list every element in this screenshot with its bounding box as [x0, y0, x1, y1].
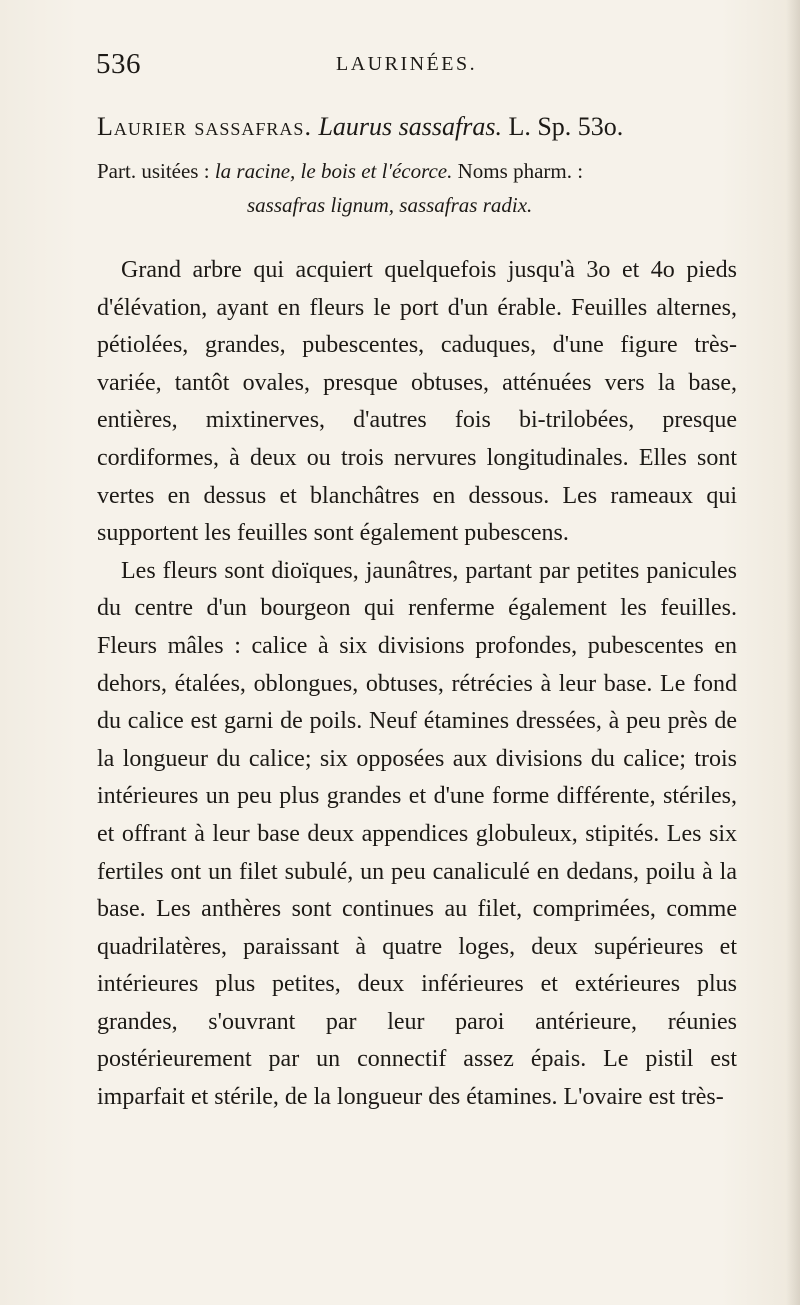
parts-used-block: [97, 154, 737, 222]
parts-label: Part. usitées :: [97, 159, 210, 183]
body-text: [97, 252, 737, 1117]
page-number: 536: [96, 48, 141, 80]
pharm-label: Noms pharm. :: [457, 159, 584, 183]
parts-line: [97, 154, 737, 188]
latin-name: Laurus sassafras.: [318, 112, 502, 141]
running-title: LAURINÉES.: [336, 53, 478, 75]
running-head: [96, 48, 736, 88]
common-name: Laurier sassafras.: [97, 112, 312, 141]
entry-heading: [97, 112, 757, 142]
paragraph-description: Grand arbre qui acquiert quelquefois jusqu'à 3o et 4o pieds d'élévation, ayant en fleurs le port d'un érable. Feuilles alternes, pétiolées, grandes, pubescentes, caduques, d'une figure très-variée, tantôt ovales, presque obtuses, atténuées vers la base, entières, mixtinerves, d'autres fois bi-trilobées, presque cordiformes, à deux ou trois nervures longitudinales. Elles sont vertes en dessus et blanchâtres en dessous. Les rameaux qui supportent les feuilles sont également pubescens.: [97, 257, 737, 547]
pharm-names: sassafras lignum, sassafras radix.: [247, 193, 533, 217]
reference: L. Sp. 53o.: [508, 112, 624, 141]
parts-used: la racine, le bois et l'écorce.: [214, 159, 453, 183]
paragraph-flowers: Les fleurs sont dioïques, jaunâtres, partant par petites panicules du centre d'un bourgeon qui renferme également les feuilles. Fleurs mâles : calice à six divisions profondes, pubescentes en dehors, étalées, oblongues, obtuses, rétrécies à leur base. Le fond du calice est garni de poils. Neuf étamines dressées, à peu près de la longueur du calice; six opposées aux divisions du calice; trois intérieures un peu plus grandes et d'une forme différente, stériles, et offrant à leur base deux appendices globuleux, stipités. Les six fertiles ont un filet subulé, un peu canaliculé en dedans, poilu à la base. Les anthères sont continues au filet, comprimées, comme quadrilatères, paraissant à quatre loges, deux supérieures et intérieures plus petites, deux inférieures et extérieures plus grandes, s'ouvrant par leur paroi antérieure, réunies postérieurement par un connectif assez épais. Le pistil est imparfait et stérile, de la longueur des étamines. L'ovaire est très-: [97, 557, 737, 1111]
page-edge-shadow: [786, 0, 800, 1305]
